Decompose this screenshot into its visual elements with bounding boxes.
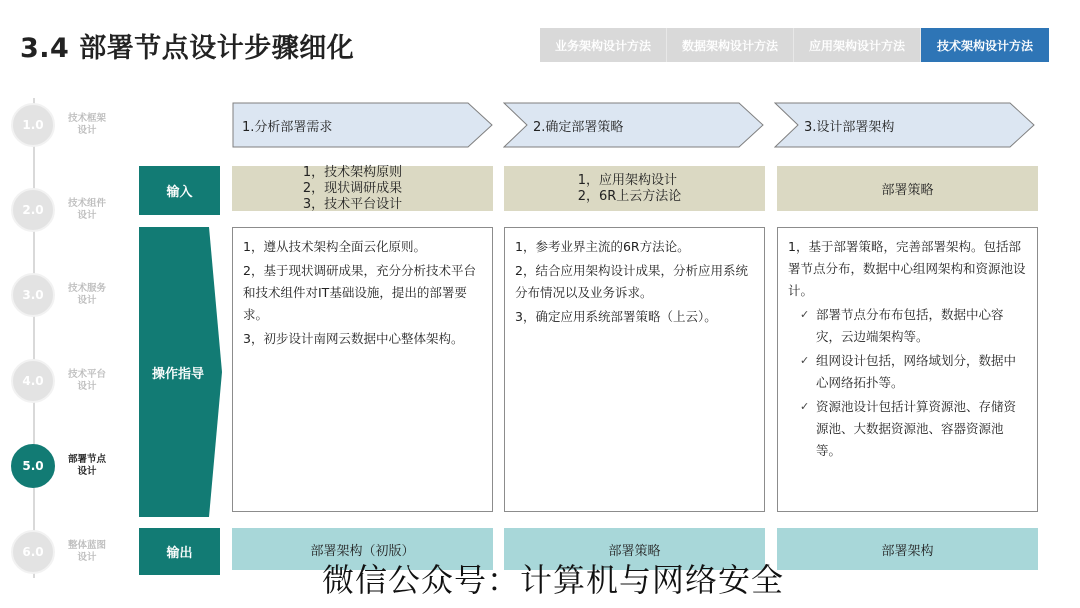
guide-check-item (800, 396, 1027, 462)
input-item: 1，应用架构设计 (577, 172, 677, 188)
step-number-badge: 6.0 (11, 530, 55, 574)
step-label: 技术服务 设计 (67, 283, 106, 306)
guide-item: 1，基于部署策略，完善部署架构。包括部署节点分布，数据中心组网架构和资源池设计。 (788, 239, 1026, 298)
input-item: 3，技术平台设计 (302, 196, 403, 212)
timeline-step-6[interactable] (11, 530, 110, 574)
phase-chevron-3 (774, 102, 1036, 148)
checkmark-icon: ✓ (800, 400, 810, 413)
output-cell-3: 部署架构 (777, 528, 1038, 570)
guide-item: 2，结合应用架构设计成果，分析应用系统分布情况以及业务诉求。 (515, 263, 748, 300)
checkmark-icon: ✓ (800, 308, 810, 321)
input-item: 1，技术架构原则 (302, 164, 403, 180)
tab-technical-architecture[interactable]: 技术架构设计方法 (921, 28, 1049, 62)
check-item-text: 资源池设计包括计算资源池、存储资源池、大数据资源池、容器资源池等。 (816, 399, 1017, 458)
timeline-step-5[interactable] (11, 444, 110, 488)
phase-label: 2.确定部署策略 (533, 119, 624, 135)
step-label: 技术平台 设计 (67, 369, 106, 392)
guide-item: 2，基于现状调研成果，充分分析技术平台和技术组件对IT基础设施，提出的部署要求。 (243, 263, 476, 322)
input-cell-2 (504, 166, 765, 211)
step-number-badge: 5.0 (11, 444, 55, 488)
row-label-output: 输出 (139, 528, 220, 575)
step-number-badge: 4.0 (11, 359, 55, 403)
step-number-badge: 1.0 (11, 103, 55, 147)
output-cell-2: 部署策略 (504, 528, 765, 570)
tab-business-architecture[interactable]: 业务架构设计方法 (540, 28, 667, 62)
checkmark-icon: ✓ (800, 354, 810, 367)
check-item-text: 组网设计包括，网络域划分，数据中心网络拓扑等。 (816, 353, 1017, 390)
step-label: 技术框架 设计 (67, 113, 106, 136)
step-label: 整体蓝图 设计 (67, 540, 106, 563)
output-cell-1: 部署架构（初版） (232, 528, 493, 570)
guide-check-item (800, 350, 1027, 394)
phase-chevron-2 (503, 102, 765, 148)
timeline-step-3[interactable] (11, 273, 110, 317)
guide-item: 3，确定应用系统部署策略（上云）。 (515, 309, 717, 324)
guide-cell-1 (232, 227, 493, 512)
phase-label: 3.设计部署架构 (804, 119, 895, 135)
guide-check-item (800, 304, 1027, 348)
timeline-line (33, 98, 35, 578)
check-item-text: 部署节点分布布包括，数据中心容灾，云边端架构等。 (816, 307, 1004, 344)
guide-item: 3，初步设计南网云数据中心整体架构。 (243, 331, 464, 346)
phase-label: 1.分析部署需求 (242, 119, 333, 135)
input-cell-1 (232, 166, 493, 211)
input-item: 2，现状调研成果 (302, 180, 403, 196)
guide-cell-2 (504, 227, 765, 512)
row-label-input: 输入 (139, 166, 220, 215)
guide-item: 1，遵从技术架构全面云化原则。 (243, 239, 426, 254)
guide-cell-3 (777, 227, 1038, 512)
step-number-badge: 3.0 (11, 273, 55, 317)
input-item: 部署策略 (881, 183, 934, 198)
phase-chevron-1 (232, 102, 494, 148)
timeline-step-1[interactable] (11, 103, 110, 147)
page-title: 3.4 部署节点设计步骤细化 (20, 33, 355, 64)
method-tabs (540, 28, 1049, 62)
step-label: 部署节点 设计 (67, 454, 106, 477)
step-label: 技术组件 设计 (67, 198, 106, 221)
watermark: 微信公众号：计算机与网络安全 (322, 561, 785, 599)
input-item: 2，6R上云方法论 (577, 188, 682, 204)
input-cell-3 (777, 166, 1038, 211)
tab-data-architecture[interactable]: 数据架构设计方法 (667, 28, 794, 62)
tab-application-architecture[interactable]: 应用架构设计方法 (794, 28, 921, 62)
step-number-badge: 2.0 (11, 188, 55, 232)
guide-label: 操作指导 (151, 366, 204, 382)
timeline-step-4[interactable] (11, 359, 110, 403)
guide-item: 1，参考业界主流的6R方法论。 (515, 239, 690, 254)
timeline-step-2[interactable] (11, 188, 110, 232)
